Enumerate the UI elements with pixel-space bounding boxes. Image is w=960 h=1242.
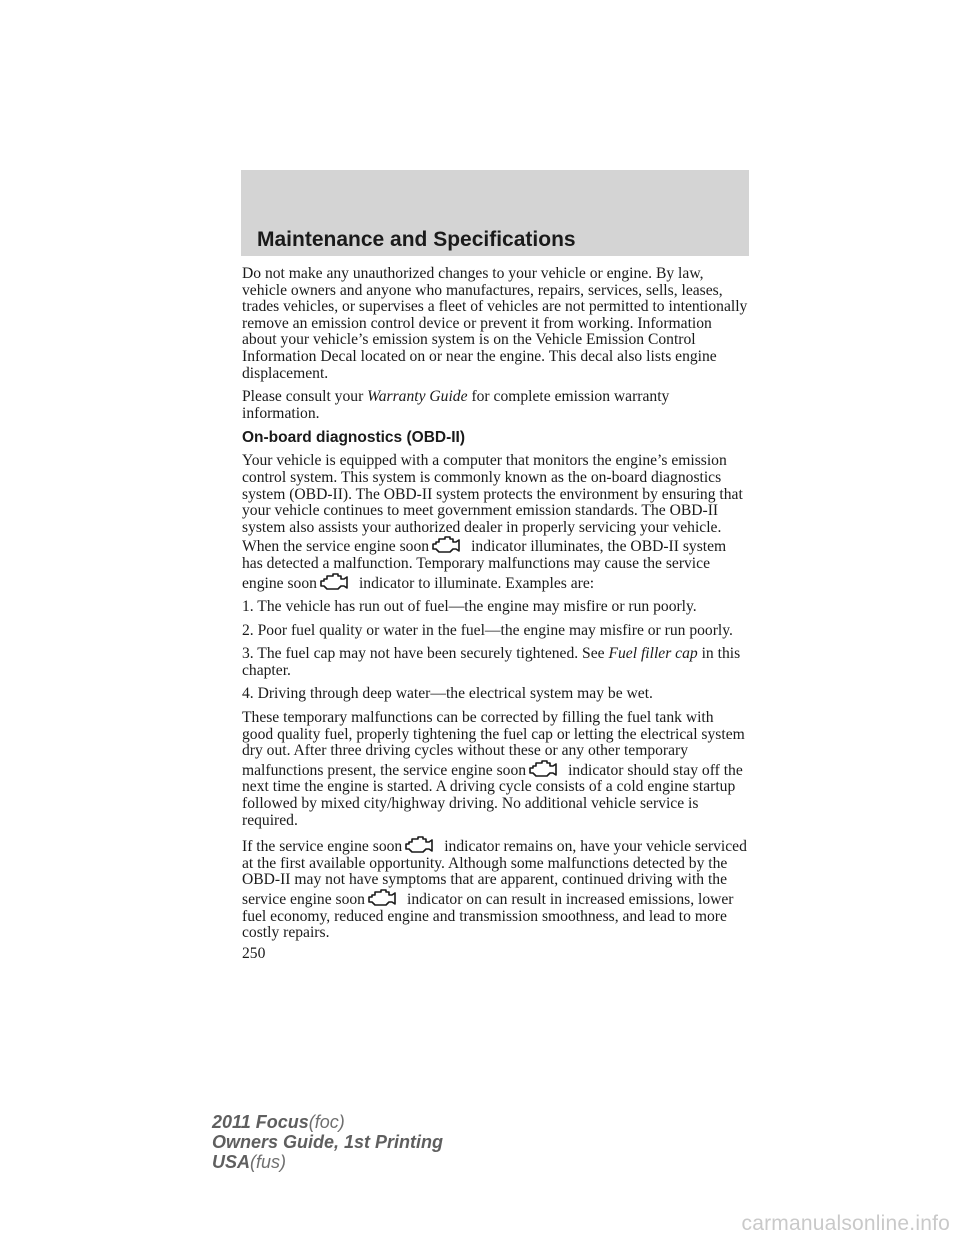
list-item: 1. The vehicle has run out of fuel—the engine may misfire or run poorly. [242,598,697,616]
remain-text-2: indicator remains on, have your vehicle serviced at the first available opportunity. Although some malfunctions detected by the OBD-II may not have symptoms that are apparent, continued driving with the service engine soon [242,838,747,908]
watermark: carmanualsonline.info [741,1212,950,1235]
footer-model-line [212,1112,443,1132]
footer-model: 2011 Focus [212,1112,309,1132]
check-engine-icon [319,573,349,591]
paragraph-obd-description [242,453,748,592]
list-item [242,646,748,679]
print-footer [212,1112,443,1172]
page-number: 250 [242,944,266,962]
warranty-guide-reference: Warranty Guide [367,388,468,406]
footer-printing: Owners Guide, 1st Printing [212,1132,444,1152]
temp-text-1: These temporary malfunctions can be corrected by filling the fuel tank with good quality fuel, properly tightening the fuel cap or letting the electrical system dry out. After three driving cycles without these or any other temporary malfunctions present, the service engine soon [242,709,745,779]
paragraph-indicator-remains-on [242,836,748,942]
page-content [242,266,748,962]
paragraph-warranty [242,389,748,422]
paragraph-unauthorized-changes: Do not make any unauthorized changes to your vehicle or engine. By law, vehicle owners and anyone who manufactures, repairs, services, sells, leases, trades vehicles, or supervises a fleet of vehicles are not permitted to intentionally remove an emission control device or prevent it from working. Information about your vehicle’s emission system is on the Vehicle Emission Control Information Decal located on or near the engine. This decal also lists engine displacement. [242,265,748,382]
item3-text-start: 3. The fuel cap may not have been securely tightened. See [242,645,605,663]
obd-heading: On-board diagnostics (OBD-II) [242,429,466,447]
check-engine-icon [528,760,558,778]
check-engine-icon [404,836,434,854]
list-item: 2. Poor fuel quality or water in the fuel—the engine may misfire or run poorly. [242,621,733,639]
paragraph-temporary-malfunctions [242,710,748,829]
obd-text-1: Your vehicle is equipped with a computer that monitors the engine’s emission control system. This system is commonly known as the on-board diagnostics system (OBD-II). The OBD-II system protects the environment by ensuring that your vehicle continues to meet government emission standards. The OBD-II system also assists your authorized dealer in properly servicing your vehicle. When the service engine soon [242,452,743,556]
footer-model-code: (foc) [308,1112,345,1132]
fuel-filler-cap-reference: Fuel filler cap [608,645,698,663]
footer-market: USA [212,1152,251,1172]
section-header-band [241,170,749,256]
check-engine-icon [367,889,397,907]
footer-market-code: (fus) [250,1152,287,1172]
remain-text-3: indicator on can result in increased emissions, lower fuel economy, reduced engine and transmission smoothness, and lead to more costly repairs. [242,891,734,942]
temp-text-2: indicator should stay off the next time the engine is started. A driving cycle consists of a cold engine startup followed by mixed city/highway driving. No additional vehicle service is required. [242,761,743,829]
warranty-text-start: Please consult your [242,388,364,406]
remain-text-1: If the service engine soon [242,838,403,856]
item3-text-end: in this chapter. [242,645,741,679]
list-item: 4. Driving through deep water—the electrical system may be wet. [242,685,653,703]
check-engine-icon [431,536,461,554]
obd-text-2: indicator illuminates, the OBD-II system has detected a malfunction. Temporary malfunctions may cause the service engine soon [242,538,727,592]
obd-text-3: indicator to illuminate. Examples are: [358,574,595,592]
section-title: Maintenance and Specifications [257,228,576,251]
footer-market-line [212,1152,443,1172]
warranty-text-end: for complete emission warranty information. [242,388,670,422]
